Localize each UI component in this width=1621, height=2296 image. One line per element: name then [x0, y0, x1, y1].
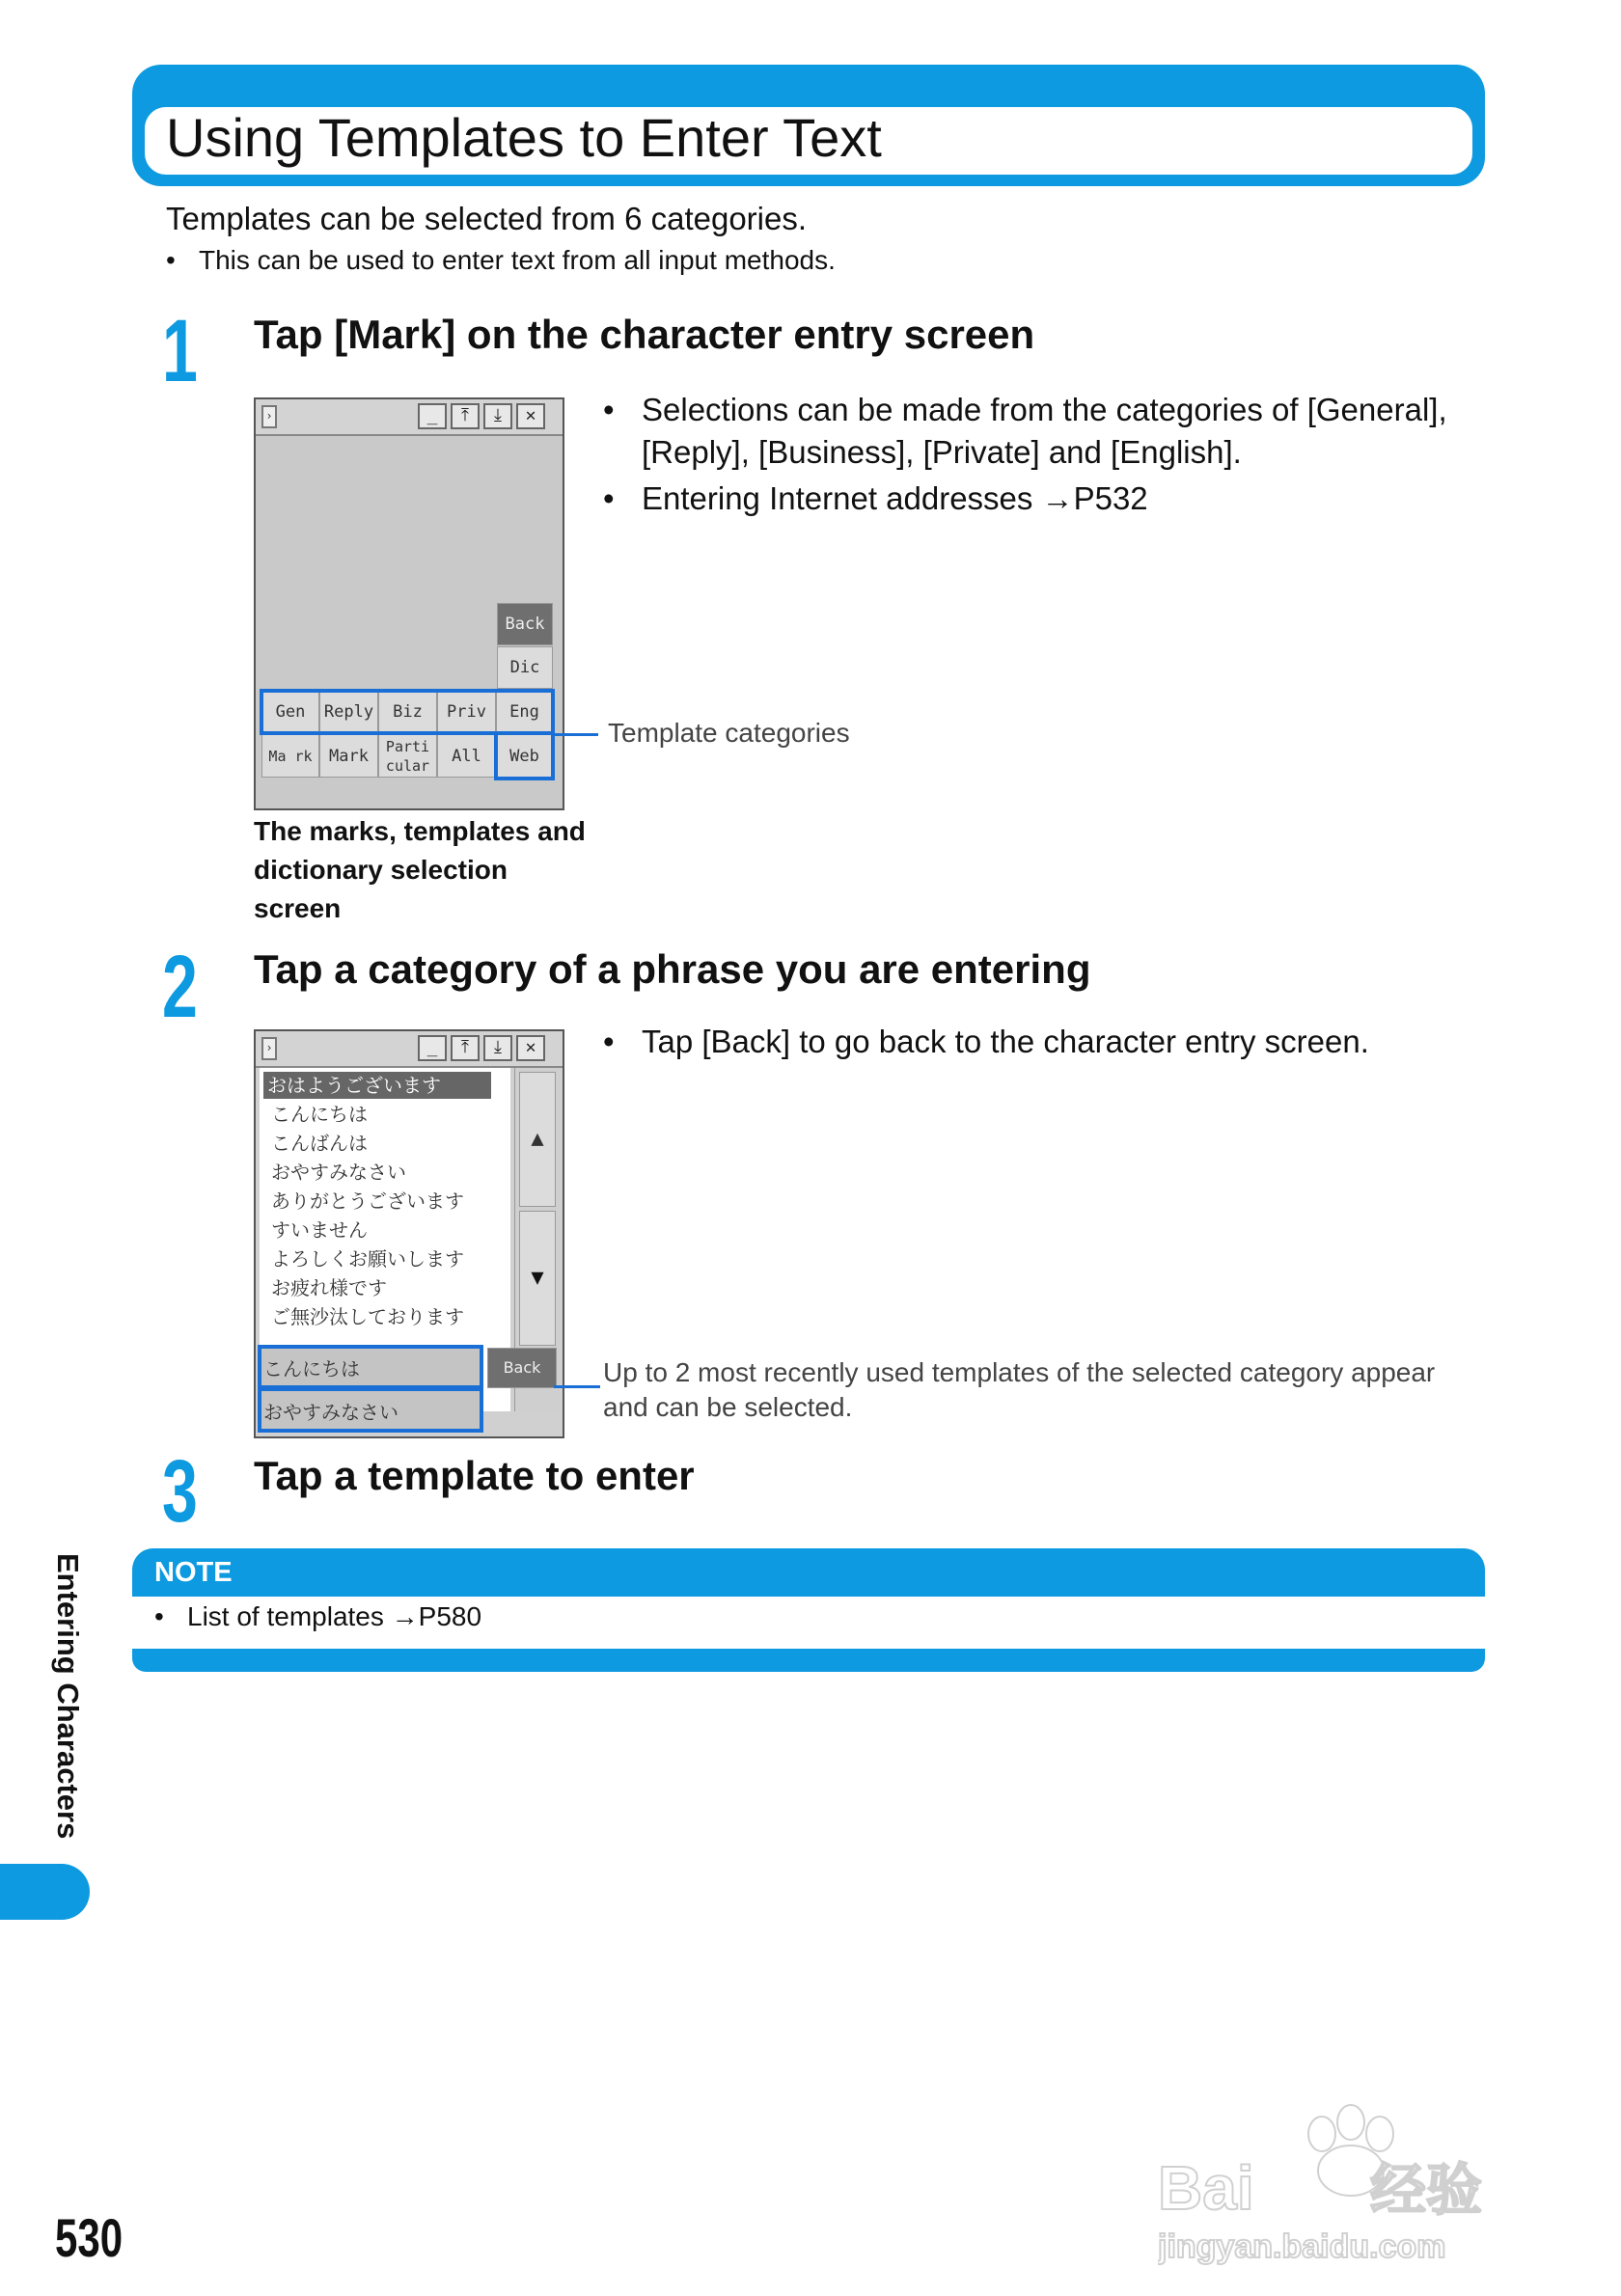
priv-key[interactable]: Priv [437, 691, 496, 733]
callout-recent-templates: Up to 2 most recently used templates of the selected category appear and can be selected. [603, 1357, 1436, 1422]
template-item[interactable]: こんばんは [271, 1132, 368, 1155]
mark-key[interactable]: Mark [319, 734, 378, 778]
biz-key[interactable]: Biz [378, 691, 437, 733]
template-item[interactable]: よろしくお願いします [271, 1247, 464, 1271]
category-highlight-row [260, 689, 555, 735]
page-title: Using Templates to Enter Text [166, 107, 882, 168]
move-bottom-icon[interactable]: ⤓ [483, 1035, 512, 1061]
note-footer [132, 1649, 1485, 1672]
menu-icon[interactable]: › [261, 405, 277, 428]
recent-template-1[interactable]: こんにちは [263, 1357, 360, 1380]
dic-key[interactable]: Dic [497, 646, 553, 689]
recent-highlight-2 [258, 1387, 483, 1433]
callout-line-1 [554, 733, 598, 736]
step-number-3: 3 [162, 1442, 198, 1541]
scroll-down-icon[interactable]: ▼ [519, 1211, 556, 1346]
step1-bullet-2: • Entering Internet addresses →P532 [603, 478, 1452, 520]
callout-template-categories: Template categories [608, 718, 850, 748]
mark-symbols-key[interactable]: Ma rk [261, 734, 319, 778]
baidu-watermark-logo [1158, 2074, 1544, 2267]
back-key[interactable]: Back [487, 1348, 557, 1388]
note-title: NOTE [154, 1557, 233, 1588]
step-number-1: 1 [162, 302, 198, 400]
move-top-icon[interactable]: ⤒ [451, 1035, 480, 1061]
close-icon[interactable]: ✕ [516, 1035, 545, 1061]
particular-key[interactable]: Parti cular [378, 734, 437, 778]
template-item[interactable]: おやすみなさい [271, 1161, 406, 1184]
minimize-icon[interactable]: _ [418, 403, 447, 429]
template-item[interactable]: こんにちは [271, 1103, 368, 1126]
callout-line-2 [554, 1385, 600, 1388]
screen-template-list [254, 1029, 564, 1438]
close-icon[interactable]: ✕ [516, 403, 545, 429]
screen-caption: The marks, templates and dictionary selection screen [254, 816, 586, 923]
template-item[interactable]: お疲れ様です [271, 1276, 387, 1299]
gen-key[interactable]: Gen [261, 691, 319, 733]
page-number: 530 [55, 2207, 124, 2268]
menu-icon[interactable]: › [261, 1037, 277, 1060]
step2-bullet-1: • Tap [Back] to go back to the character entry screen. [603, 1021, 1452, 1063]
template-item[interactable]: すいません [271, 1218, 368, 1242]
step-number-2: 2 [162, 938, 198, 1036]
recent-template-2[interactable]: おやすみなさい [263, 1401, 398, 1424]
eng-key[interactable]: Eng [496, 691, 553, 733]
all-key[interactable]: All [437, 734, 496, 778]
step2-bullets [603, 1021, 1452, 1067]
step-heading-2: Tap a category of a phrase you are entering [254, 946, 1091, 992]
screen-titlebar [256, 399, 563, 436]
side-section-label: Entering Characters [51, 1553, 85, 1840]
step1-bullet-1: • Selections can be made from the categories of [General], [Reply], [Business], [Private] and [English]. [603, 389, 1452, 474]
web-key[interactable]: Web [496, 734, 553, 778]
recent-highlight-1 [258, 1345, 483, 1389]
move-top-icon[interactable]: ⤒ [451, 403, 480, 429]
note-item: • List of templates →P580 [154, 1601, 482, 1631]
intro-bullet-text: This can be used to enter text from all input methods. [199, 245, 836, 275]
note-item-text: List of templates →P580 [187, 1601, 482, 1631]
template-item[interactable]: ありがとうございます [271, 1189, 464, 1213]
screen-marks-templates [254, 397, 564, 810]
category-highlight-web [494, 731, 555, 780]
template-item[interactable]: ご無沙汰しております [271, 1305, 464, 1328]
step-heading-3: Tap a template to enter [254, 1453, 695, 1498]
back-key[interactable]: Back [497, 603, 553, 645]
screen2-titlebar [256, 1031, 563, 1068]
intro-bullet: • This can be used to enter text from all input methods. [166, 245, 836, 275]
note-header [132, 1548, 1485, 1597]
watermark-url: jingyan.baidu.com [1158, 2228, 1446, 2265]
side-tab [0, 1864, 90, 1920]
template-item[interactable]: おはようございます [267, 1074, 441, 1097]
step-heading-1: Tap [Mark] on the character entry screen [254, 312, 1035, 357]
move-bottom-icon[interactable]: ⤓ [483, 403, 512, 429]
scroll-up-icon[interactable]: ▲ [519, 1072, 556, 1207]
step1-bullets [603, 389, 1452, 524]
svg-text:Bai: Bai [1158, 2153, 1254, 2223]
reply-key[interactable]: Reply [319, 691, 378, 733]
intro-text: Templates can be selected from 6 categories. [166, 201, 808, 236]
minimize-icon[interactable]: _ [418, 1035, 447, 1061]
svg-text:经验: 经验 [1370, 2159, 1483, 2222]
